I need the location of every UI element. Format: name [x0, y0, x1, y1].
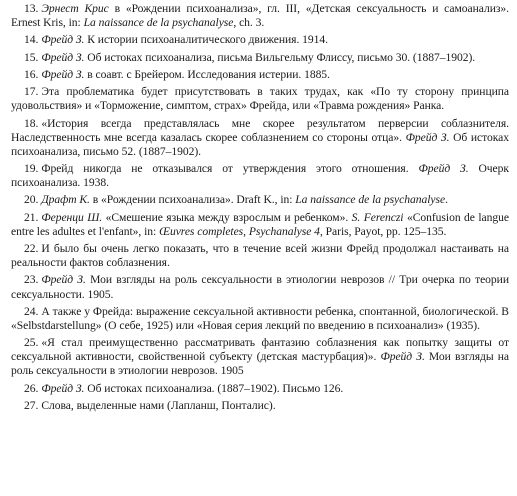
- footnote-item: [11, 117, 509, 159]
- footnote-item: [11, 193, 509, 207]
- footnote-item: [11, 336, 509, 378]
- footnote-text: Слова, выделенные нами (Лапланш, Понталис).: [41, 398, 276, 412]
- footnote-number: 22.: [24, 242, 39, 256]
- footnote-text: Очерк психоанализа. 1938.: [11, 162, 509, 190]
- footnote-number: 16.: [24, 67, 39, 81]
- footnote-text: в «Рождении психоанализа». Draft K., in:: [89, 193, 296, 207]
- footnote-italic-text: Фрейд З.: [41, 273, 86, 287]
- footnote-italic-text: La naissance de la psychanalyse: [295, 193, 446, 207]
- footnote-text: «Смешение языка между взрослым и ребенком».: [102, 210, 352, 224]
- footnote-text: в соавт. с Брейером. Исследования истерии. 1885.: [84, 67, 330, 81]
- footnote-number: 27.: [24, 398, 39, 412]
- footnote-text: в «Рождении психоанализа», гл. III, «Детская сексуальность и самоанализ». Ernest Kris, in:: [11, 2, 509, 30]
- footnote-italic-text: Фрейд З.: [41, 50, 85, 64]
- footnote-number: 24.: [24, 304, 39, 318]
- footnote-text: Об истоках психоанализа. (1887–1902). Письмо 126.: [84, 381, 344, 395]
- footnote-italic-text: S. Ferenczi: [351, 210, 404, 224]
- footnote-text: Фрейд никогда не отказывался от утверждения этого отношения.: [41, 162, 419, 176]
- footnote-italic-text: Ференци Ш.: [41, 210, 103, 224]
- footnote-text: Об истоках психоанализа, письма Вильгельму Флиссу, письмо 30. (1887–1902).: [84, 50, 476, 64]
- footnote-text: И было бы очень легко показать, что в течение всей жизни Фрейд продолжал настаивать на реальности фактов соблазнения.: [11, 242, 509, 270]
- footnote-item: [11, 51, 509, 65]
- footnote-number: 19.: [24, 162, 39, 176]
- footnote-text: К истории психоаналитического движения. 1914.: [84, 33, 329, 47]
- footnote-text: «Confusion de langue entre les adultes et l'enfant», in:: [11, 210, 509, 238]
- footnote-italic-text: Фрейд З.: [41, 381, 85, 395]
- footnote-text: «История всегда представлялась мне скорее результатом перверсии соблазнителя. Наследственность мне всегда казалась скорее соблазнением со стороны отца».: [11, 116, 509, 144]
- footnotes-list: [11, 2, 509, 416]
- footnote-italic-text: Фрейд З.: [41, 67, 85, 81]
- footnote-number: 18.: [24, 116, 39, 130]
- footnote-italic-text: La naissance de la psychanalyse: [83, 16, 234, 30]
- footnote-item: [11, 68, 509, 82]
- footnote-italic-text: Драфт К.: [41, 193, 90, 207]
- footnote-item: [11, 305, 509, 333]
- footnote-italic-text: Œuvres completes, Psychanalyse 4: [159, 224, 320, 238]
- footnote-item: [11, 399, 509, 413]
- footnote-item: [11, 242, 509, 270]
- footnote-italic-text: Фрейд З.: [418, 162, 469, 176]
- footnote-item: [11, 2, 509, 30]
- footnote-italic-text: Эрнест Крис: [41, 2, 109, 15]
- footnote-italic-text: Фрейд З.: [380, 350, 425, 364]
- footnote-item: [11, 273, 509, 301]
- footnote-item: [11, 382, 509, 396]
- footnote-number: 17.: [24, 85, 39, 99]
- footnote-number: 21.: [24, 210, 39, 224]
- footnote-text: «Я стал преимущественно рассматривать фантазию соблазнения как попытку защиты от сексуальной активности, свойственной субъекту (детская мастурбация)».: [11, 336, 509, 364]
- footnote-text: Мои взгляды на роль сексуальности в этиологии неврозов // Три очерка по теории сексуальности. 1905.: [11, 273, 509, 301]
- footnote-number: 26.: [24, 381, 39, 395]
- footnote-number: 23.: [24, 273, 39, 287]
- footnote-item: [11, 162, 509, 190]
- footnote-text: .: [445, 193, 448, 207]
- footnote-text: Эта проблематика будет присутствовать в таких трудах, как «По ту сторону принципа удовольствия» и «Торможение, симптом, страх» Фрейда, или «Травма рождения» Ранка.: [11, 85, 509, 113]
- footnote-number: 20.: [24, 193, 39, 207]
- footnote-text: , ch. 3.: [233, 16, 265, 30]
- footnote-number: 13.: [24, 2, 39, 15]
- footnote-text: , Paris, Payot, pp. 125–135.: [319, 224, 447, 238]
- footnote-text: Об истоках психоанализа, письмо 52. (1887–1902).: [11, 130, 509, 158]
- footnote-text: Мои взгляды на роль сексуальности в этиологии неврозов. 1905: [11, 350, 510, 378]
- footnote-number: 25.: [24, 336, 39, 350]
- footnote-number: 14.: [24, 33, 39, 47]
- footnote-italic-text: Фрейд З.: [41, 33, 85, 47]
- footnote-item: [11, 33, 509, 47]
- footnote-item: [11, 85, 509, 113]
- footnote-item: [11, 211, 509, 239]
- footnote-number: 15.: [24, 50, 39, 64]
- footnote-text: А также у Фрейда: выражение сексуальной активности ребенка, спонтанной, биологической. В «Selbstdarstellung» (О себе, 1925) или «Новая серия лекций по введению в психоанализ» (1935).: [11, 304, 509, 332]
- footnote-italic-text: Фрейд З.: [405, 130, 450, 144]
